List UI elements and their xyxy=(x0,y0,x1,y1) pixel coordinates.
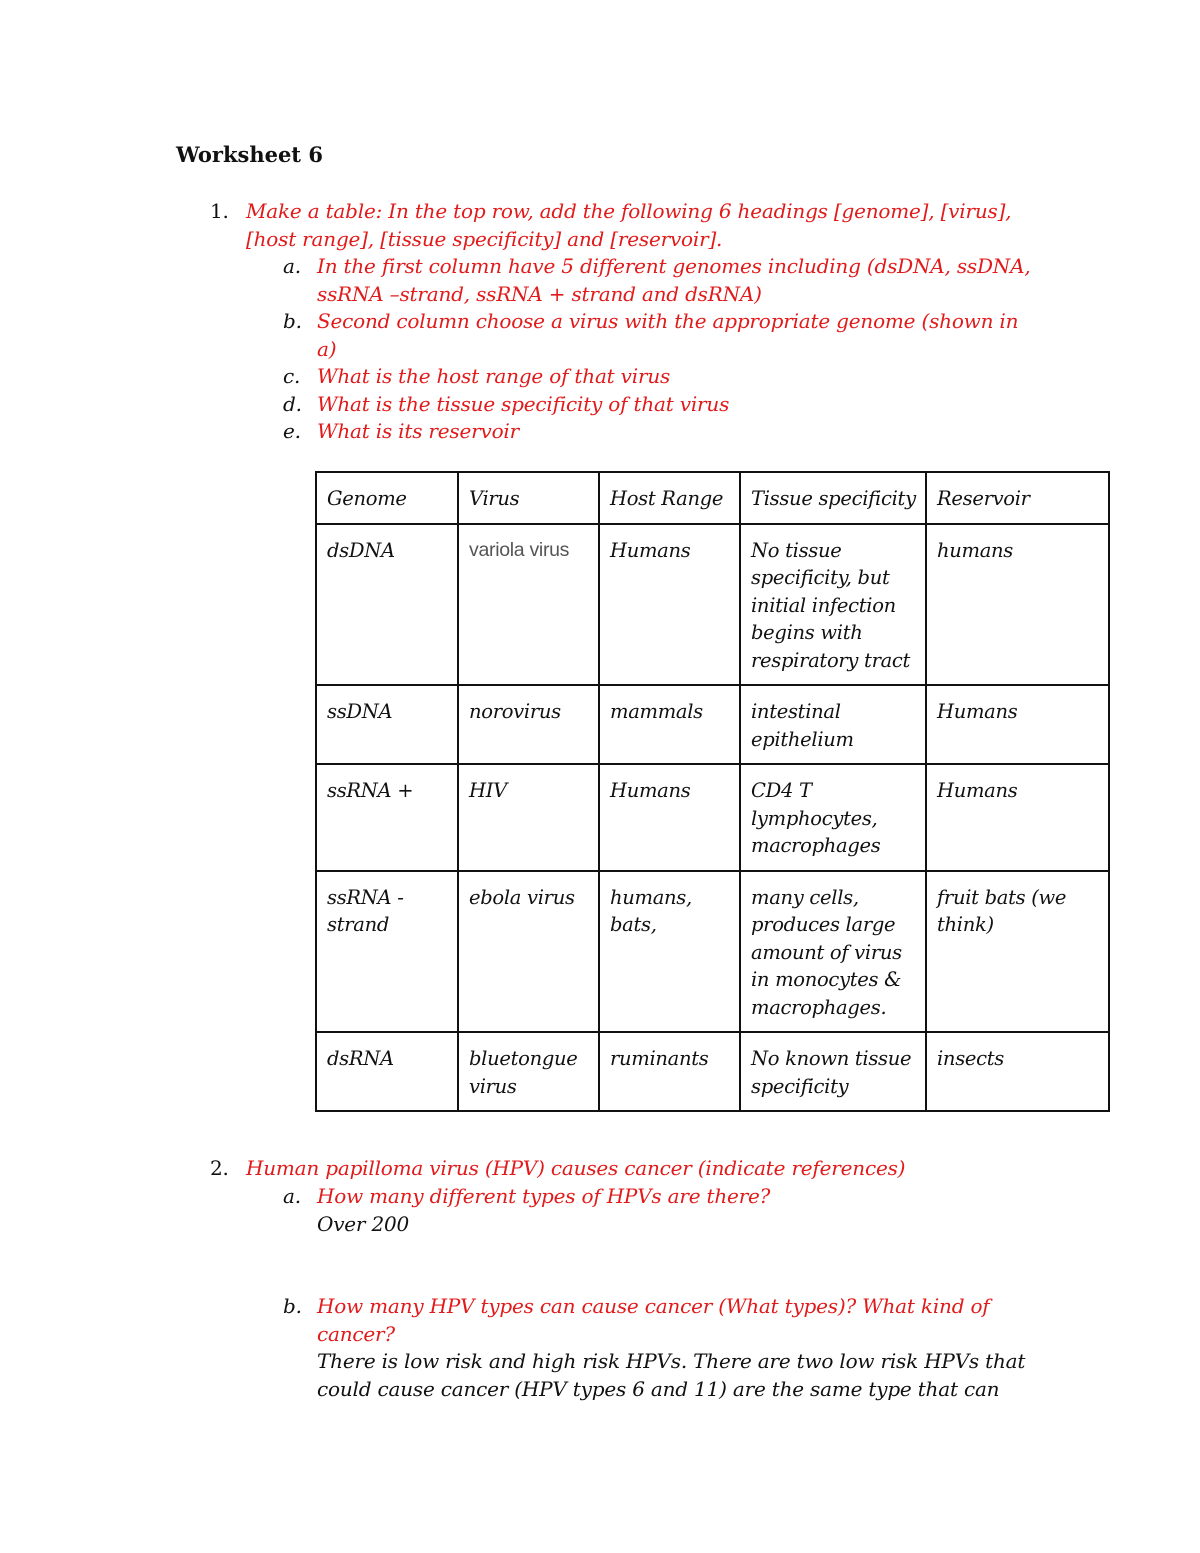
table-cell: fruit bats (we think) xyxy=(926,871,1109,1033)
list-item-text: a) xyxy=(317,336,337,361)
table-cell: insects xyxy=(926,1032,1109,1111)
question-1 xyxy=(210,198,1012,253)
table-cell: norovirus xyxy=(458,685,599,764)
list-item xyxy=(283,253,1031,308)
list-item-text: How many HPV types can cause cancer (What types)? What kind of xyxy=(317,1294,990,1318)
table-cell: dsRNA xyxy=(316,1032,458,1111)
list-item xyxy=(283,1183,771,1238)
list-marker: e. xyxy=(283,419,301,443)
table-cell: Humans xyxy=(926,764,1109,871)
list-item-text: What is the tissue specificity of that virus xyxy=(317,392,730,416)
table-cell: CD4 T lymphocytes, macrophages xyxy=(740,764,926,871)
table-header-cell: Host Range xyxy=(599,472,740,524)
table-cell: ssDNA xyxy=(316,685,458,764)
list-item-text: In the first column have 5 different genomes including (dsDNA, ssDNA, xyxy=(317,254,1031,278)
question-text-line: [host range], [tissue specificity] and [reservoir]. xyxy=(246,226,723,251)
table-cell: ruminants xyxy=(599,1032,740,1111)
list-item xyxy=(283,308,1019,363)
table-cell: intestinal epithelium xyxy=(740,685,926,764)
table-header-cell: Genome xyxy=(316,472,458,524)
table-cell: Humans xyxy=(599,524,740,686)
question-number: 2. xyxy=(210,1156,229,1180)
table-cell: No known tissue specificity xyxy=(740,1032,926,1111)
question-text-line: Make a table: In the top row, add the following 6 headings [genome], [virus], xyxy=(246,199,1012,223)
list-item xyxy=(283,391,730,419)
table-row xyxy=(316,871,1109,1033)
table-cell: HIV xyxy=(458,764,599,871)
table-cell: dsDNA xyxy=(316,524,458,686)
list-marker: c. xyxy=(283,364,301,388)
table-cell: bluetongue virus xyxy=(458,1032,599,1111)
table-cell: mammals xyxy=(599,685,740,764)
table-header-cell: Tissue specificity xyxy=(740,472,926,524)
table-row xyxy=(316,685,1109,764)
table-cell: humans, bats, xyxy=(599,871,740,1033)
table-cell: many cells, produces large amount of virus in monocytes & macrophages. xyxy=(740,871,926,1033)
list-marker: b. xyxy=(283,1294,302,1318)
list-item-text: What is its reservoir xyxy=(317,419,519,443)
list-item xyxy=(283,418,519,446)
list-item-text: Second column choose a virus with the appropriate genome (shown in xyxy=(317,309,1019,333)
list-marker: d. xyxy=(283,392,302,416)
table-cell: ebola virus xyxy=(458,871,599,1033)
list-marker: b. xyxy=(283,309,302,333)
table-row xyxy=(316,524,1109,686)
table-header-row xyxy=(316,472,1109,524)
question-text-line: Human papilloma virus (HPV) causes cancer (indicate references) xyxy=(246,1156,906,1180)
table-row xyxy=(316,1032,1109,1111)
table-cell: humans xyxy=(926,524,1109,686)
list-item-text: ssRNA –strand, ssRNA + strand and dsRNA) xyxy=(317,281,762,306)
list-marker: a. xyxy=(283,1184,301,1208)
list-item xyxy=(283,1293,1026,1403)
table-row xyxy=(316,764,1109,871)
table-header-cell: Virus xyxy=(458,472,599,524)
answer-text: could cause cancer (HPV types 6 and 11) are the same type that can xyxy=(317,1376,1000,1401)
table-cell: Humans xyxy=(926,685,1109,764)
table-header-cell: Reservoir xyxy=(926,472,1109,524)
table-cell: ssRNA - strand xyxy=(316,871,458,1033)
list-item xyxy=(283,363,671,391)
question-number: 1. xyxy=(210,199,229,223)
list-marker: a. xyxy=(283,254,301,278)
answer-text: Over 200 xyxy=(317,1211,410,1236)
table-cell: Humans xyxy=(599,764,740,871)
list-item-text: How many different types of HPVs are there? xyxy=(317,1184,771,1208)
virus-table xyxy=(315,471,1110,1112)
page-title: Worksheet 6 xyxy=(176,142,323,167)
question-2 xyxy=(210,1155,906,1183)
table-cell: ssRNA + xyxy=(316,764,458,871)
list-item-text: cancer? xyxy=(317,1321,395,1346)
table-cell: variola virus xyxy=(458,524,599,686)
table-cell: No tissue specificity, but initial infection begins with respiratory tract xyxy=(740,524,926,686)
list-item-text: What is the host range of that virus xyxy=(317,364,671,388)
answer-text: There is low risk and high risk HPVs. There are two low risk HPVs that xyxy=(317,1349,1026,1373)
